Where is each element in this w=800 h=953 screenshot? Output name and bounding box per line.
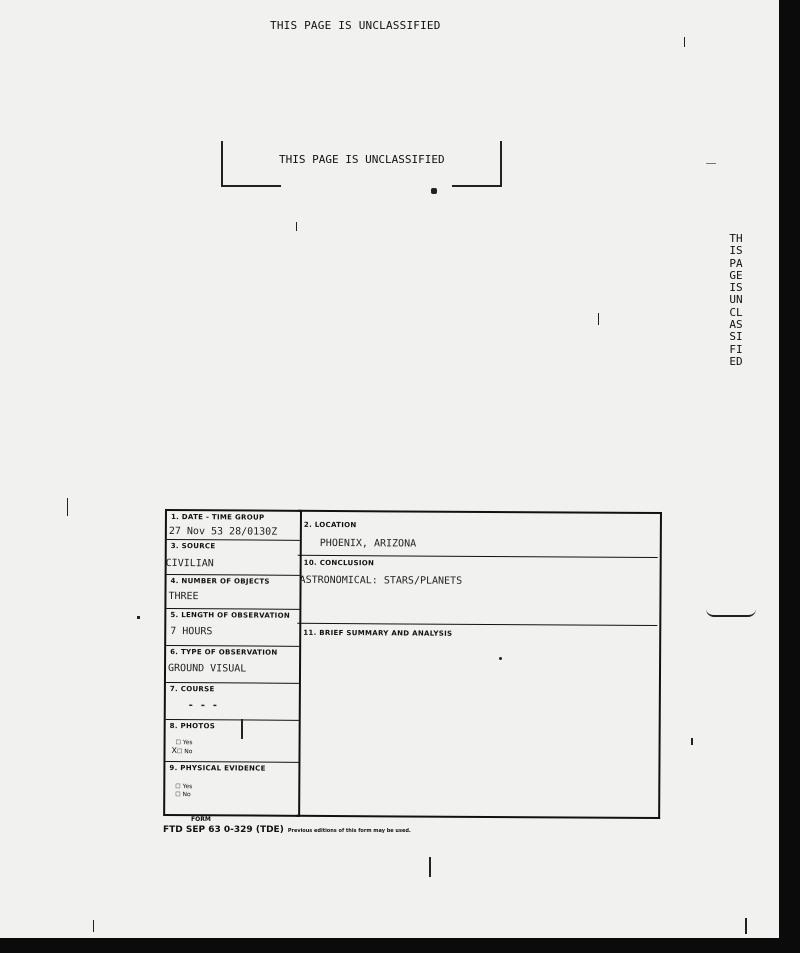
photos-no-option[interactable]: X☐ No bbox=[171, 746, 193, 756]
stamp-bracket-bottom-right bbox=[452, 185, 502, 187]
form-id: FTD SEP 63 0-329 (TDE) bbox=[163, 825, 284, 835]
objects-label: 4. NUMBER OF OBJECTS bbox=[170, 577, 270, 586]
ink-speck bbox=[93, 920, 94, 932]
evidence-yes-option[interactable]: ☐ Yes bbox=[175, 783, 193, 791]
ink-speck bbox=[241, 719, 243, 739]
stamp-bracket-left bbox=[221, 141, 237, 187]
physical-evidence-label: 9. PHYSICAL EVIDENCE bbox=[169, 764, 266, 773]
ink-speck bbox=[431, 188, 437, 194]
evidence-no-option[interactable]: ☐ No bbox=[175, 791, 191, 799]
ink-speck bbox=[691, 738, 693, 745]
top-classification-banner: THIS PAGE IS UNCLASSIFIED bbox=[270, 19, 441, 32]
left-field-column bbox=[163, 509, 302, 817]
scan-border-bottom bbox=[0, 938, 800, 953]
course-field bbox=[166, 683, 299, 721]
stamp-bracket-bottom-left bbox=[221, 185, 281, 187]
photos-yes-label: Yes bbox=[182, 739, 193, 747]
form-identifier bbox=[163, 825, 411, 835]
date-time-label: 1. DATE - TIME GROUP bbox=[170, 513, 265, 522]
right-field-column bbox=[296, 510, 662, 819]
ink-speck bbox=[499, 657, 502, 660]
conclusion-label: 10. CONCLUSION bbox=[303, 558, 375, 568]
form-word: FORM bbox=[191, 816, 211, 823]
evidence-no-label: No bbox=[182, 791, 191, 799]
location-divider bbox=[298, 555, 658, 558]
date-time-field bbox=[167, 511, 300, 541]
source-label: 3. SOURCE bbox=[170, 542, 216, 551]
ink-speck bbox=[684, 37, 685, 47]
conclusion-divider bbox=[297, 623, 657, 626]
observation-type-label: 6. TYPE OF OBSERVATION bbox=[170, 648, 278, 657]
physical-evidence-field bbox=[165, 762, 298, 813]
ink-speck bbox=[67, 498, 68, 516]
photos-field bbox=[165, 720, 298, 763]
location-label: 2. LOCATION bbox=[303, 520, 357, 530]
length-field bbox=[166, 609, 299, 647]
course-label: 7. COURSE bbox=[169, 685, 215, 694]
length-label: 5. LENGTH OF OBSERVATION bbox=[170, 611, 291, 620]
source-value: CIVILIAN bbox=[165, 558, 214, 570]
stamp-text: THIS PAGE IS UNCLASSIFIED bbox=[279, 153, 445, 166]
length-value: 7 HOURS bbox=[170, 626, 213, 638]
ink-speck bbox=[137, 616, 140, 619]
side-classification-text: THIS PAGE IS UNCLASSIFIED bbox=[729, 232, 743, 368]
ink-speck bbox=[745, 918, 747, 934]
photos-yes-option[interactable]: ☐ Yes bbox=[175, 739, 193, 747]
observation-type-field bbox=[166, 646, 299, 684]
project-record-card bbox=[163, 509, 662, 832]
course-value: - - - bbox=[187, 700, 218, 712]
classification-stamp bbox=[221, 141, 502, 189]
photos-no-mark: X bbox=[171, 746, 178, 756]
scan-border-right bbox=[779, 0, 800, 953]
date-time-value: 27 Nov 53 28/0130Z bbox=[168, 526, 278, 538]
ink-speck bbox=[598, 313, 599, 325]
conclusion-value: ASTRONOMICAL: STARS/PLANETS bbox=[299, 574, 463, 587]
objects-field bbox=[166, 575, 299, 610]
source-field bbox=[167, 540, 300, 576]
ink-speck bbox=[296, 222, 297, 231]
photos-no-label: No bbox=[184, 748, 193, 756]
form-note: Previous editions of this form may be used. bbox=[287, 828, 411, 834]
evidence-yes-label: Yes bbox=[182, 783, 193, 791]
stamp-bracket-right bbox=[486, 141, 502, 187]
photos-label: 8. PHOTOS bbox=[169, 722, 216, 731]
location-value: PHOENIX, ARIZONA bbox=[319, 537, 417, 550]
ink-speck bbox=[429, 857, 431, 877]
summary-label: 11. BRIEF SUMMARY AND ANALYSIS bbox=[303, 628, 453, 638]
objects-value: THREE bbox=[168, 591, 199, 603]
observation-type-value: GROUND VISUAL bbox=[167, 663, 247, 675]
